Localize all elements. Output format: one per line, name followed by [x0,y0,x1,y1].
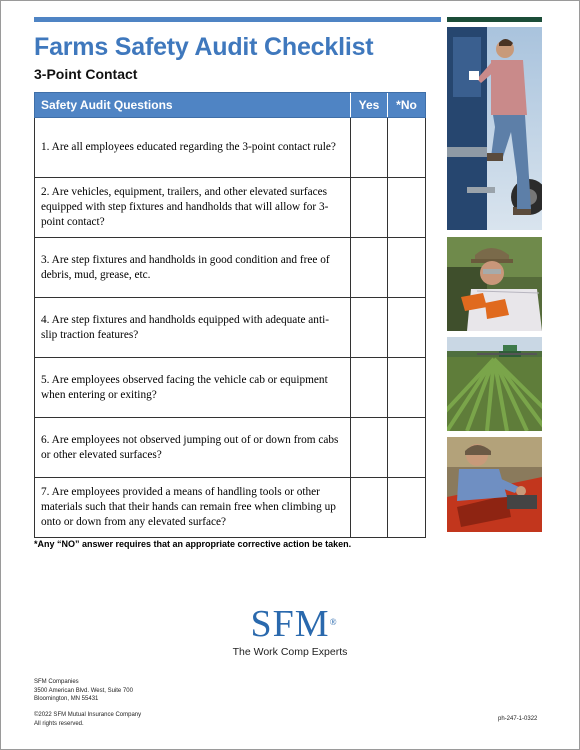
question-text: 2. Are vehicles, equipment, trailers, and other elevated surfaces equipped with step fixtures and handholds that will allow for 3-point contact? [35,178,351,238]
footnote: *Any “NO” answer requires that an appropriate corrective action be taken. [34,539,352,549]
header-rule-green [447,17,542,22]
no-checkbox[interactable] [388,418,426,478]
copyright-line: All rights reserved. [34,720,84,727]
column-header-yes: Yes [351,93,388,118]
yes-checkbox[interactable] [351,358,388,418]
table-row [35,298,426,358]
copyright-line: ©2022 SFM Mutual Insurance Company [34,712,142,718]
photo-farmer-with-gloves [447,237,542,331]
address-line: 3500 American Blvd. West, Suite 700 [34,687,133,694]
column-header-questions: Safety Audit Questions [35,93,351,118]
table-row [35,358,426,418]
no-checkbox[interactable] [388,118,426,178]
page-title: Farms Safety Audit Checklist [34,33,374,61]
photo-tractor-in-field [447,337,542,431]
yes-checkbox[interactable] [351,478,388,538]
yes-checkbox[interactable] [351,298,388,358]
yes-checkbox[interactable] [351,238,388,298]
address-line: SFM Companies [34,679,79,685]
table-row [35,478,426,538]
question-text: 6. Are employees not observed jumping out of or down from cabs or other elevated surfaces? [35,418,351,478]
photo-worker-climbing-truck [447,27,542,230]
copyright-notice [34,711,141,728]
logo-tagline: The Work Comp Experts [232,646,348,658]
no-checkbox[interactable] [388,298,426,358]
table-header-row [35,93,426,118]
yes-checkbox[interactable] [351,418,388,478]
yes-checkbox[interactable] [351,118,388,178]
page-subtitle: 3-Point Contact [34,66,138,82]
question-text: 4. Are step fixtures and handholds equipped with adequate anti-slip traction features? [35,298,351,358]
question-text: 1. Are all employees educated regarding the 3-point contact rule? [35,118,351,178]
audit-table [34,92,426,538]
company-address [34,678,133,704]
yes-checkbox[interactable] [351,178,388,238]
no-checkbox[interactable] [388,178,426,238]
no-checkbox[interactable] [388,238,426,298]
question-text: 7. Are employees provided a means of handling tools or other materials such that their hands can remain free when climbing up onto or down from any elevated surface? [35,478,351,538]
address-line: Bloomington, MN 55431 [34,696,99,702]
header-rule-blue [34,17,441,22]
table-row [35,238,426,298]
sfm-logo [220,604,360,658]
table-row [35,118,426,178]
column-header-no: *No [388,93,426,118]
no-checkbox[interactable] [388,478,426,538]
question-text: 5. Are employees observed facing the vehicle cab or equipment when entering or exiting? [35,358,351,418]
logo-mark: SFM ® [250,603,338,645]
question-text: 3. Are step fixtures and handholds in good condition and free of debris, mud, grease, etc. [35,238,351,298]
photo-worker-repairing-equipment [447,437,542,532]
table-row [35,418,426,478]
no-checkbox[interactable] [388,358,426,418]
document-id: ph-247-1-0322 [498,716,538,722]
registered-mark-icon: ® [329,617,338,627]
table-row [35,178,426,238]
